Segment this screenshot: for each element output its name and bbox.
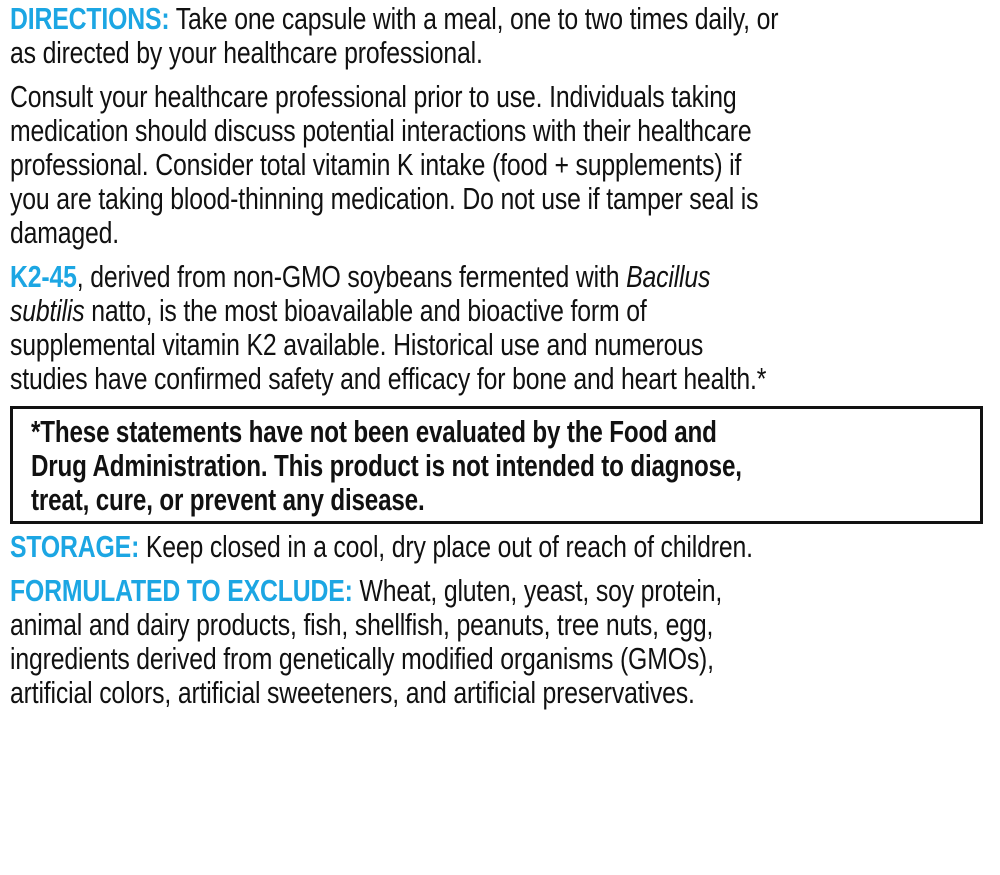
exclude-line: artificial colors, artificial sweeteners, and artificial preservatives. [10,675,695,710]
description-line-3: supplemental vitamin K2 available. Historical use and numerous [10,327,704,362]
description-line-2 [10,294,986,328]
exclude-line-1 [10,574,986,608]
disclaimer-line: Drug Administration. This product is not intended to diagnose, [31,448,742,483]
caution-line: damaged. [10,215,120,250]
directions-line-2: as directed by your healthcare professional. [10,35,483,70]
description-line-4: studies have confirmed safety and efficacy for bone and heart health.* [10,361,767,396]
caution-line: Consult your healthcare professional prior to use. Individuals taking [10,79,737,114]
description-section [10,260,985,396]
description-text: natto, is the most bioavailable and bioactive form of [84,293,647,328]
exclude-line: animal and dairy products, fish, shellfish, peanuts, tree nuts, egg, [10,607,714,642]
exclude-line: ingredients derived from genetically modified organisms (GMOs), [10,641,714,676]
species-name: Bacillus [626,259,711,294]
exclude-text: Wheat, gluten, yeast, soy protein, [352,573,723,608]
disclaimer-line: treat, cure, or prevent any disease. [31,482,425,517]
exclude-section [10,574,985,710]
caution-section [10,80,985,250]
caution-line: medication should discuss potential interactions with their healthcare [10,113,752,148]
directions-section [10,2,985,70]
storage-section [10,530,985,564]
storage-text: Keep closed in a cool, dry place out of reach of children. [139,529,753,564]
description-line-1 [10,260,986,294]
caution-line: you are taking blood-thinning medication. Do not use if tamper seal is [10,181,759,216]
fda-disclaimer-box [10,406,983,524]
product-name: K2-45 [10,259,77,294]
caution-line: professional. Consider total vitamin K intake (food + supplements) if [10,147,742,182]
directions-text: Take one capsule with a meal, one to two times daily, or [169,1,779,36]
directions-heading: DIRECTIONS: [10,1,170,36]
storage-heading: STORAGE: [10,529,140,564]
description-text: , derived from non-GMO soybeans fermented with [76,259,627,294]
disclaimer-line: *These statements have not been evaluated by the Food and [31,414,717,449]
storage-line [10,530,986,564]
species-name: subtilis [10,293,85,328]
exclude-heading: FORMULATED TO EXCLUDE: [10,573,353,608]
label-panel [10,2,985,720]
directions-line-1 [10,2,986,36]
